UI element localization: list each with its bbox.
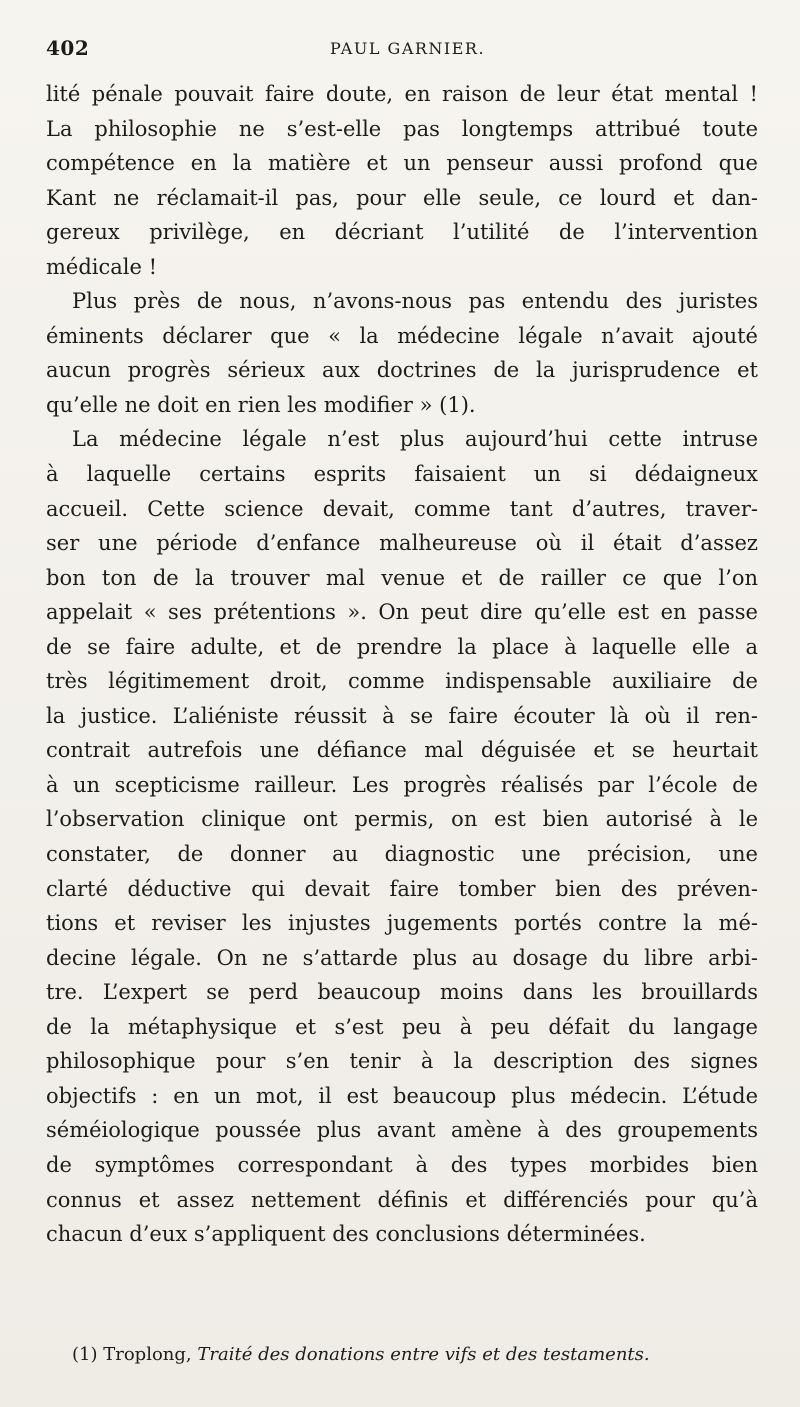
text-line: appelait « ses prétentions ». On peut dire qu’elle est en passe: [46, 600, 758, 625]
text-line: contrait autrefois une défiance mal déguisée et se heurtait: [46, 738, 758, 763]
text-line: l’observation clinique ont permis, on est bien autorisé à le: [46, 807, 758, 832]
text-line: Kant ne réclamait-il pas, pour elle seule, ce lourd et dan-: [46, 185, 758, 210]
text-line: Plus près de nous, n’avons-nous pas entendu des juristes: [72, 289, 758, 314]
text-line: aucun progrès sérieux aux doctrines de la jurisprudence et: [46, 358, 758, 383]
text-line: séméiologique poussée plus avant amène à des groupements: [46, 1118, 758, 1143]
text-line: constater, de donner au diagnostic une précision, une: [46, 842, 758, 867]
text-line: gereux privilège, en décriant l’utilité de l’intervention: [46, 220, 758, 245]
text-line: médicale !: [46, 254, 158, 279]
text-line: très légitimement droit, comme indispensable auxiliaire de: [46, 669, 758, 694]
footnote-citation-title: Traité des donations entre vifs et des testaments.: [197, 1344, 650, 1365]
text-line: de la métaphysique et s’est peu à peu défait du langage: [46, 1014, 758, 1039]
footnote: [72, 1344, 650, 1365]
text-line: à laquelle certains esprits faisaient un si dédaigneux: [46, 462, 758, 487]
text-line: tions et reviser les injustes jugements portés contre la mé-: [46, 911, 758, 936]
text-line: de symptômes correspondant à des types morbides bien: [46, 1152, 758, 1177]
text-line: de se faire adulte, et de prendre la place à laquelle elle a: [46, 634, 758, 659]
running-head: PAUL GARNIER.: [330, 39, 486, 58]
text-line: bon ton de la trouver mal venue et de railler ce que l’on: [46, 565, 758, 590]
text-line: lité pénale pouvait faire doute, en raison de leur état mental !: [46, 82, 758, 106]
text-line: tre. L’expert se perd beaucoup moins dans les brouillards: [46, 980, 758, 1005]
footnote-marker: (1) Troplong,: [72, 1344, 192, 1365]
text-line: La médecine légale n’est plus aujourd’hui cette intruse: [72, 427, 758, 452]
text-line: éminents déclarer que « la médecine légale n’avait ajouté: [46, 323, 758, 348]
text-line: connus et assez nettement définis et différenciés pour qu’à: [46, 1187, 758, 1212]
page-number: 402: [46, 36, 90, 60]
text-line: clarté déductive qui devait faire tomber bien des préven-: [46, 876, 758, 901]
text-line: chacun d’eux s’appliquent des conclusions déterminées.: [46, 1222, 646, 1247]
page-header: [46, 36, 756, 66]
text-line: ser une période d’enfance malheureuse où il était d’assez: [46, 531, 758, 556]
text-line: qu’elle ne doit en rien les modifier » (1).: [46, 392, 476, 417]
text-line: decine légale. On ne s’attarde plus au dosage du libre arbi-: [46, 945, 758, 970]
text-line: accueil. Cette science devait, comme tant d’autres, traver-: [46, 496, 758, 521]
body-text: [46, 77, 758, 1252]
text-line: philosophique pour s’en tenir à la description des signes: [46, 1049, 758, 1074]
text-line: la justice. L’aliéniste réussit à se faire écouter là où il ren-: [46, 703, 758, 728]
text-line: compétence en la matière et un penseur aussi profond que: [46, 151, 758, 176]
text-line: objectifs : en un mot, il est beaucoup plus médecin. L’étude: [46, 1083, 758, 1108]
text-line: à un scepticisme railleur. Les progrès réalisés par l’école de: [46, 772, 758, 797]
text-line: La philosophie ne s’est-elle pas longtemps attribué toute: [46, 116, 758, 141]
